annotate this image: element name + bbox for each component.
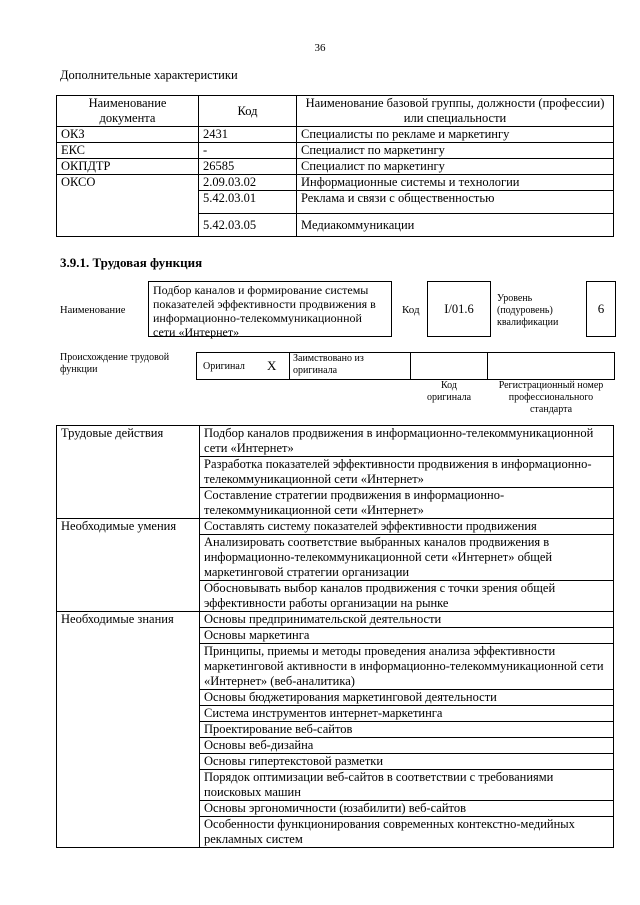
detail-item: Принципы, приемы и методы проведения анализа эффективности маркетинговой активности в информационно-телекоммуникационной сети «Интернет» (веб-аналитика) — [200, 644, 614, 690]
detail-item: Система инструментов интернет-маркетинга — [200, 706, 614, 722]
code-caption: Код оригинала — [426, 380, 472, 403]
code-label: Код — [402, 304, 420, 316]
detail-item: Основы бюджетирования маркетинговой деятельности — [200, 690, 614, 706]
function-details-table — [56, 425, 614, 848]
detail-item: Составление стратегии продвижения в информационно-телекоммуникационной сети «Интернет» — [200, 488, 614, 519]
page-number: 36 — [314, 42, 326, 54]
additional-characteristics-table — [56, 95, 614, 237]
detail-item: Анализировать соответствие выбранных каналов продвижения в информационно-телекоммуникационной сети «Интернет» общей маркетинговой стратегии организации — [200, 535, 614, 581]
level-label: Уровень (подуровень) квалификации — [497, 293, 559, 328]
detail-item: Составлять систему показателей эффективности продвижения — [200, 519, 614, 535]
detail-item: Проектирование веб-сайтов — [200, 722, 614, 738]
name-cell: Специалист по маркетингу — [297, 159, 614, 175]
name-label: Наименование — [60, 305, 126, 316]
name-cell: Специалисты по рекламе и маркетингу — [297, 127, 614, 143]
detail-item: Основы гипертекстовой разметки — [200, 754, 614, 770]
table-row — [57, 127, 614, 143]
table-row — [57, 612, 614, 628]
reg-caption: Регистрационный номер профессионального стандарта — [498, 380, 604, 415]
original-code-cell — [410, 352, 488, 380]
doc-cell: ОКСО — [57, 175, 199, 237]
section-title: 3.9.1. Трудовая функция — [60, 255, 203, 270]
origin-label: Происхождение трудовой функции — [60, 352, 170, 375]
name-cell: Информационные системы и технологии — [297, 175, 614, 191]
doc-cell: ОКПДТР — [57, 159, 199, 175]
detail-item: Основы предпринимательской деятельности — [200, 612, 614, 628]
code-cell: 5.42.03.05 — [199, 214, 297, 237]
table-row — [57, 159, 614, 175]
borrowed-cell: Заимствовано из оригинала — [289, 352, 411, 380]
reg-number-cell — [487, 352, 615, 380]
row-head-skills: Необходимые умения — [57, 519, 200, 612]
original-cell — [196, 352, 290, 380]
row-head-knowledge: Необходимые знания — [57, 612, 200, 848]
detail-item: Обосновывать выбор каналов продвижения с точки зрения общей эффективности работы организации на рынке — [200, 581, 614, 612]
name-cell: Реклама и связи с общественностью — [297, 191, 614, 214]
name-cell: Специалист по маркетингу — [297, 143, 614, 159]
additional-characteristics-title: Дополнительные характеристики — [60, 68, 238, 82]
code-cell: 2431 — [199, 127, 297, 143]
detail-item: Основы эргономичности (юзабилити) веб-сайтов — [200, 801, 614, 817]
code-cell: 5.42.03.01 — [199, 191, 297, 214]
header-doc: Наименование документа — [57, 96, 199, 127]
detail-item: Разработка показателей эффективности продвижения в информационно-телекоммуникационной сети «Интернет» — [200, 457, 614, 488]
detail-item: Подбор каналов продвижения в информационно-телекоммуникационной сети «Интернет» — [200, 426, 614, 457]
table-header-row — [57, 96, 614, 127]
detail-item: Особенности функционирования современных контекстно-медийных рекламных систем — [200, 817, 614, 848]
function-code-box: I/01.6 — [427, 281, 491, 337]
code-cell: - — [199, 143, 297, 159]
header-name: Наименование базовой группы, должности (профессии) или специальности — [297, 96, 614, 127]
name-cell: Медиакоммуникации — [297, 214, 614, 237]
level-value-box: 6 — [586, 281, 616, 337]
doc-cell: ЕКС — [57, 143, 199, 159]
header-code: Код — [199, 96, 297, 127]
function-name-box: Подбор каналов и формирование системы показателей эффективности продвижения в информационно-телекоммуникационной сети «Интернет» — [148, 281, 392, 337]
detail-item: Основы веб-дизайна — [200, 738, 614, 754]
doc-cell: ОКЗ — [57, 127, 199, 143]
original-label: Оригинал — [203, 361, 245, 372]
detail-item: Основы маркетинга — [200, 628, 614, 644]
detail-item: Порядок оптимизации веб-сайтов в соответствии с требованиями поисковых машин — [200, 770, 614, 801]
code-cell: 26585 — [199, 159, 297, 175]
table-row — [57, 175, 614, 191]
table-row — [57, 143, 614, 159]
original-mark: X — [267, 358, 277, 373]
table-row — [57, 426, 614, 457]
code-cell: 2.09.03.02 — [199, 175, 297, 191]
table-row — [57, 519, 614, 535]
row-head-actions: Трудовые действия — [57, 426, 200, 519]
